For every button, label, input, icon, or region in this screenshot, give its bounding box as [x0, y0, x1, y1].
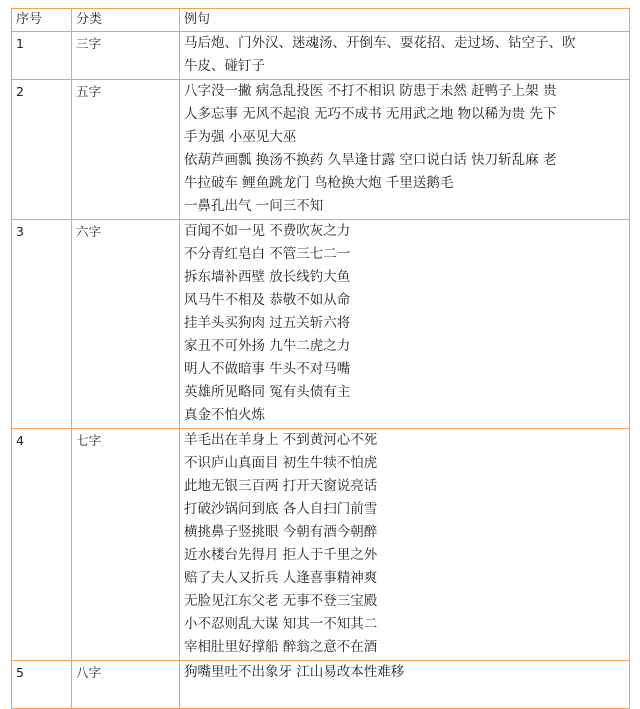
example-line: 小不忍则乱大谋 知其一不知其二: [184, 616, 378, 632]
row-number: 2: [12, 80, 72, 220]
example-line: 拆东墙补西壁 放长线钓大鱼: [184, 269, 351, 285]
row-examples: [180, 661, 630, 709]
example-line: [184, 684, 625, 707]
row-number: 5: [12, 661, 72, 709]
example-line: 羊毛出在羊身上 不到黄河心不死: [184, 432, 378, 448]
row-category: 八字: [72, 661, 180, 709]
table-row: [12, 80, 630, 220]
table-row: [12, 32, 630, 80]
header-row: [12, 9, 630, 32]
example-line: 英雄所见略同 冤有头债有主: [184, 384, 351, 400]
row-category: 六字: [72, 220, 180, 429]
example-line: 不识庐山真面目 初生牛犊不怕虎: [184, 455, 378, 471]
header-category: 分类: [72, 9, 180, 32]
example-line: 无脸见江东父老 无事不登三宝殿: [184, 593, 378, 609]
example-line: 人多忘事 无风不起浪 无巧不成书 无用武之地 物以稀为贵 先下: [184, 106, 557, 122]
row-examples: [180, 80, 630, 220]
example-line: 牛拉破车 鲤鱼跳龙门 鸟枪换大炮 千里送鹅毛: [184, 175, 454, 191]
example-line: 不分青红皂白 不管三七二一: [184, 246, 351, 262]
example-line: 依葫芦画瓢 换汤不换药 久旱逢甘露 空口说白话 快刀斩乱麻 老: [184, 152, 557, 168]
example-line: 赔了夫人又折兵 人逢喜事精神爽: [184, 570, 378, 586]
example-line: 牛皮、碰钉子: [184, 58, 265, 74]
example-line: 八字没一撇 病急乱投医 不打不相识 防患于未然 赶鸭子上架 贵: [184, 83, 557, 99]
header-examples: 例句: [180, 9, 630, 32]
example-line: 百闻不如一见 不费吹灰之力: [184, 223, 351, 239]
example-line: 风马牛不相及 恭敬不如从命: [184, 292, 351, 308]
header-number: 序号: [12, 9, 72, 32]
example-line: 近水楼台先得月 拒人于千里之外: [184, 547, 378, 563]
example-line: 马后炮、门外汉、迷魂汤、开倒车、耍花招、走过场、钻空子、吹: [184, 35, 576, 51]
example-line: 此地无银三百两 打开天窗说亮话: [184, 478, 378, 494]
table-row: [12, 661, 630, 709]
example-line: 横挑鼻子竖挑眼 今朝有酒今朝醉: [184, 524, 378, 540]
example-line: 明人不做暗事 牛头不对马嘴: [184, 361, 351, 377]
row-number: 3: [12, 220, 72, 429]
example-line: 手为强 小巫见大巫: [184, 129, 297, 145]
example-line: 宰相肚里好撑船 醉翁之意不在酒: [184, 639, 378, 655]
row-category: 三字: [72, 32, 180, 80]
row-examples: [180, 32, 630, 80]
example-line: 家丑不可外扬 九牛二虎之力: [184, 338, 351, 354]
example-line: 真金不怕火炼: [184, 407, 265, 423]
row-number: 1: [12, 32, 72, 80]
row-number: 4: [12, 429, 72, 661]
idiom-table: [11, 8, 630, 709]
example-line: 挂羊头买狗肉 过五关斩六将: [184, 315, 351, 331]
example-line: 一鼻孔出气 一问三不知: [184, 198, 324, 214]
example-line: 打破沙锅问到底 各人自扫门前雪: [184, 501, 378, 517]
table-row: [12, 429, 630, 661]
example-line: 狗嘴里吐不出象牙 江山易改本性难移: [184, 664, 405, 680]
row-category: 七字: [72, 429, 180, 661]
row-category: 五字: [72, 80, 180, 220]
row-examples: [180, 220, 630, 429]
table-row: [12, 220, 630, 429]
row-examples: [180, 429, 630, 661]
